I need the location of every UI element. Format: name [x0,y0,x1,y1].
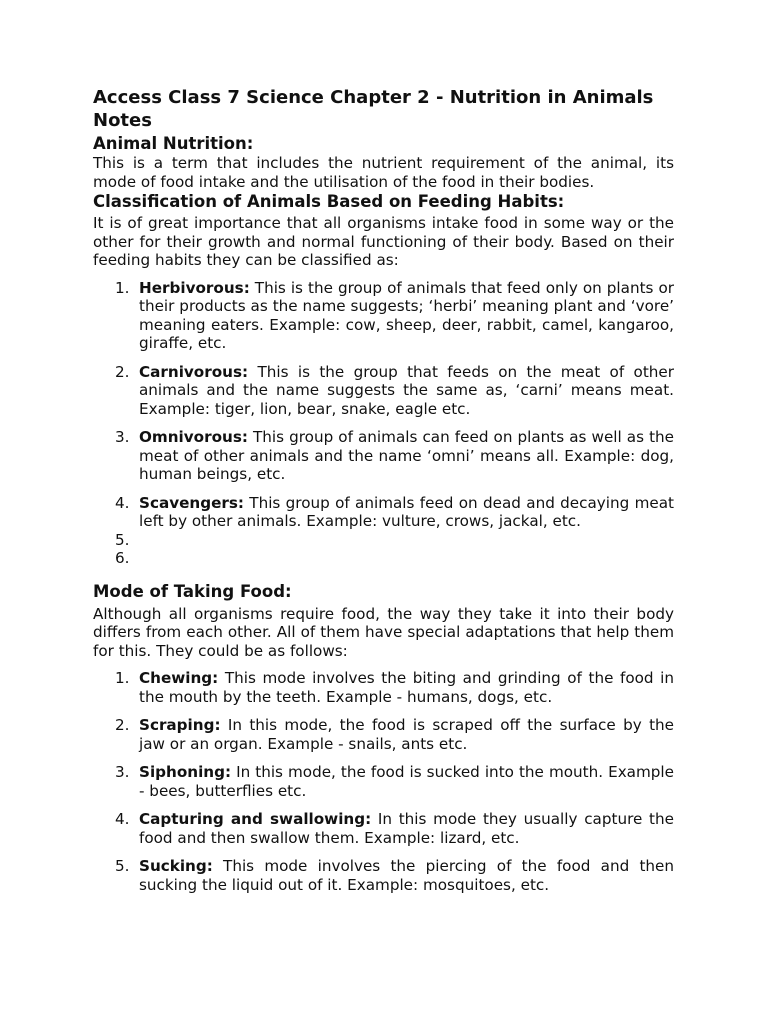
list-item-empty [93,531,674,550]
list-number: 2. [115,716,130,734]
list-item [93,763,674,800]
paragraph-animal-nutrition: This is a term that includes the nutrient requirement of the animal, its mode of food intake and the utilisation of the food in their bodies. [93,154,674,191]
feeding-habits-list [93,279,674,568]
page-title: Access Class 7 Science Chapter 2 - Nutrition in Animals Notes [93,87,654,131]
list-item [93,363,674,419]
list-desc: This group of animals can feed on plants as well as the meat of other animals and the name ‘omni’ means all. Example: dog, human beings, etc. [139,428,674,483]
list-number: 3. [115,763,130,781]
list-number: 5. [115,857,130,875]
list-term: Sucking: [139,857,213,875]
list-number: 5. [115,530,130,549]
list-term: Carnivorous: [139,362,249,381]
list-desc: In this mode, the food is scraped off the surface by the jaw or an organ. Example - snails, ants etc. [139,716,674,753]
list-item [93,494,674,531]
list-item [93,279,674,353]
list-item [93,428,674,484]
list-number: 4. [115,810,130,828]
list-number: 3. [115,428,130,446]
list-number: 4. [115,493,130,512]
list-term: Siphoning: [139,763,232,781]
list-term: Omnivorous: [139,428,248,446]
list-desc: In this mode they usually capture the food and then swallow them. Example: lizard, etc. [139,810,674,847]
list-term: Scavengers: [139,493,244,512]
list-term: Chewing: [139,669,219,687]
list-term: Herbivorous: [139,278,250,297]
list-term: Scraping: [139,716,221,734]
list-number: 1. [115,278,130,297]
list-number: 6. [115,549,130,567]
heading-classification: Classification of Animals Based on Feeding Habits: [93,192,565,211]
list-desc: In this mode, the food is sucked into the mouth. Example - bees, butterflies etc. [139,763,674,800]
list-item [93,669,674,706]
list-desc: This is the group that feeds on the meat of other animals and the name suggests the same as, ‘carni’ means meat. Example: tiger, lion, bear, snake, eagle etc. [139,362,674,418]
heading-animal-nutrition: Animal Nutrition: [93,134,254,153]
list-number: 2. [115,362,130,381]
list-item [93,716,674,753]
list-term: Capturing and swallowing: [139,810,372,828]
paragraph-classification: It is of great importance that all organisms intake food in some way or the other for their growth and normal functioning of their body. Based on their feeding habits they can be classified as: [93,214,674,269]
list-desc: This mode involves the biting and grinding of the food in the mouth by the teeth. Example - humans, dogs, etc. [139,669,674,706]
document-page [93,86,674,904]
list-desc: This group of animals feed on dead and decaying meat left by other animals. Example: vulture, crows, jackal, etc. [139,493,674,530]
heading-mode-of-taking-food: Mode of Taking Food: [93,581,292,601]
mode-list [93,669,674,894]
list-item-empty [93,549,674,568]
list-number: 1. [115,669,130,687]
list-desc: This mode involves the piercing of the food and then sucking the liquid out of it. Example: mosquitoes, etc. [139,857,674,894]
list-item [93,810,674,847]
paragraph-mode: Although all organisms require food, the way they take it into their body differs from each other. All of them have special adaptations that help them for this. They could be as follows: [93,604,674,660]
list-desc: This is the group of animals that feed only on plants or their products as the name suggests; ‘herbi’ meaning plant and ‘vore’ meaning eaters. Example: cow, sheep, deer, rabbit, camel, kangaroo, giraffe, etc. [139,278,674,352]
list-item [93,857,674,894]
